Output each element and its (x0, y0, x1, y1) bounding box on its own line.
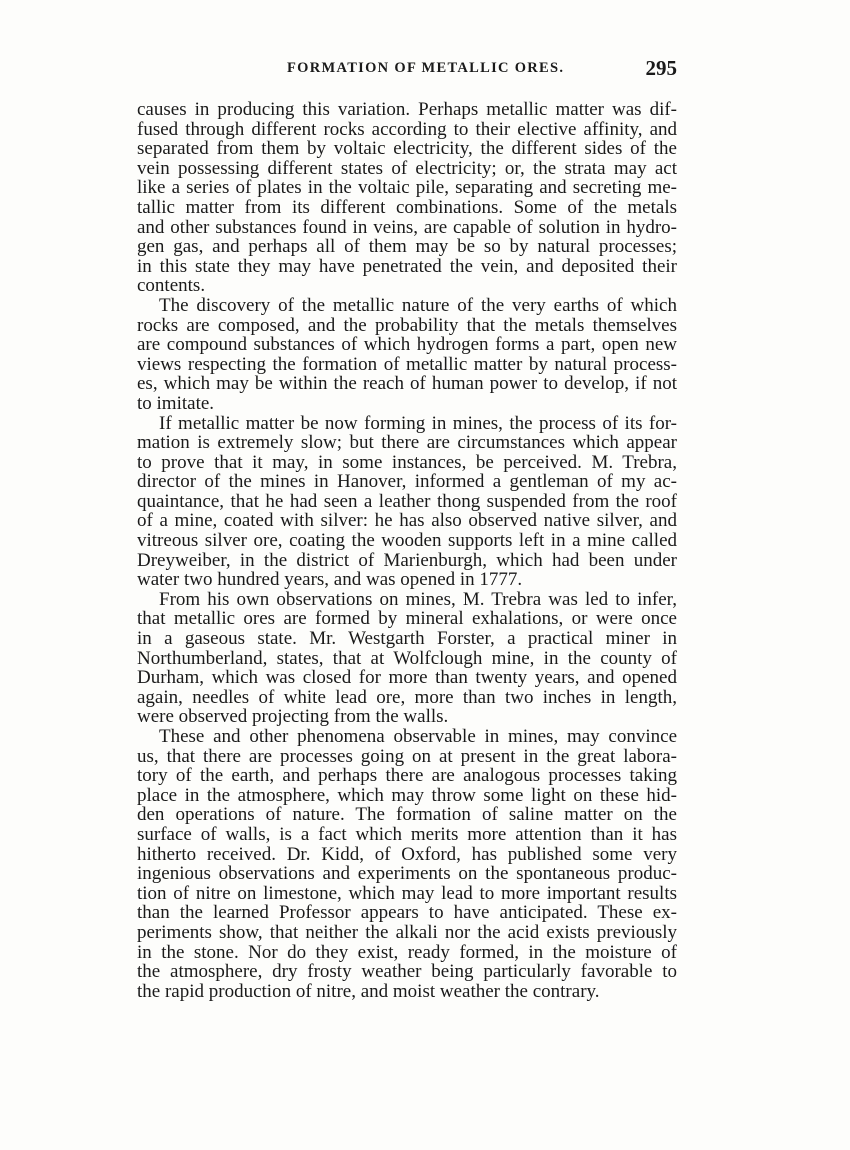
text-line: the atmosphere, dry frosty weather being particularly favorable to (137, 961, 677, 983)
text-line: director of the mines in Hanover, informed a gentleman of my ac- (137, 471, 677, 493)
text-line: den operations of nature. The formation of saline matter on the (137, 804, 677, 826)
paragraph (137, 727, 677, 1001)
text-line: tory of the earth, and perhaps there are analogous processes taking (137, 765, 677, 787)
text-line: These and other phenomena observable in mines, may convince (159, 726, 677, 747)
text-line: fused through different rocks according to their elective affinity, and (137, 118, 677, 140)
text-line: than the learned Professor appears to have anticipated. These ex- (137, 902, 677, 924)
text-line: and other substances found in veins, are capable of solution in hydro- (137, 216, 677, 238)
text-line: the rapid production of nitre, and moist weather the contrary. (137, 980, 600, 1002)
text-line: quaintance, that he had seen a leather thong suspended from the roof (137, 490, 677, 512)
text-line: are compound substances of which hydrogen forms a part, open new (137, 334, 677, 356)
text-line: From his own observations on mines, M. Trebra was led to infer, (159, 588, 677, 610)
text-line: surface of walls, is a fact which merits more attention than it has (137, 823, 677, 845)
running-head (137, 56, 677, 88)
text-line: water two hundred years, and was opened in 1777. (137, 569, 523, 591)
text-line: separated from them by voltaic electricity, the different sides of the (137, 138, 677, 160)
text-line: to prove that it may, in some instances, be perceived. M. Trebra, (137, 451, 677, 473)
text-line: views respecting the formation of metallic matter by natural process- (137, 353, 677, 375)
text-line: tion of nitre on limestone, which may lead to more important results (137, 882, 677, 904)
running-title: FORMATION OF METALLIC ORES. (287, 60, 565, 76)
text-line: The discovery of the metallic nature of the very earths of which (159, 294, 677, 316)
text-line: mation is extremely slow; but there are circumstances which appear (137, 432, 677, 454)
text-line: es, which may be within the reach of human power to develop, if not (137, 373, 677, 395)
paragraph (137, 414, 677, 590)
page-number: 295 (645, 56, 677, 80)
text-line: again, needles of white lead ore, more than two inches in length, (137, 686, 677, 708)
text-line: contents. (137, 275, 206, 297)
text-line: place in the atmosphere, which may throw some light on these hid- (137, 784, 677, 806)
paragraph (137, 100, 677, 296)
text-line: Dreyweiber, in the district of Marienburgh, which had been under (137, 549, 677, 571)
paragraph (137, 296, 677, 414)
text-line: to imitate. (137, 392, 215, 414)
text-line: in the stone. Nor do they exist, ready formed, in the moisture of (137, 941, 677, 963)
text-line: vein possessing different states of electricity; or, the strata may act (137, 157, 677, 179)
text-line: in a gaseous state. Mr. Westgarth Forster, a practical miner in (137, 628, 677, 650)
text-line: tallic matter from its different combinations. Some of the metals (137, 196, 677, 218)
text-line: us, that there are processes going on at present in the great labora- (137, 745, 677, 767)
text-line: Durham, which was closed for more than twenty years, and opened (137, 667, 677, 689)
text-line: periments show, that neither the alkali nor the acid exists previously (137, 921, 677, 943)
text-line: in this state they may have penetrated the vein, and deposited their (137, 255, 677, 277)
text-line: causes in producing this variation. Perhaps metallic matter was dif- (137, 99, 677, 120)
text-line: of a mine, coated with silver: he has also observed native silver, and (137, 510, 677, 532)
text-line: vitreous silver ore, coating the wooden supports left in a mine called (137, 530, 677, 552)
text-line: Northumberland, states, that at Wolfclough mine, in the county of (137, 647, 677, 669)
text-line: If metallic matter be now forming in mines, the process of its for- (159, 412, 677, 434)
text-line: were observed projecting from the walls. (137, 706, 449, 728)
text-line: that metallic ores are formed by mineral exhalations, or were once (137, 608, 677, 630)
text-line: ingenious observations and experiments on the spontaneous produc- (137, 863, 677, 885)
text-line: gen gas, and perhaps all of them may be so by natural processes; (137, 236, 677, 258)
text-line: rocks are composed, and the probability that the metals themselves (137, 314, 677, 336)
text-line: hitherto received. Dr. Kidd, of Oxford, has published some very (137, 843, 677, 865)
paragraph (137, 590, 677, 727)
text-line: like a series of plates in the voltaic pile, separating and secreting me- (137, 177, 677, 199)
body-text (137, 100, 677, 1001)
